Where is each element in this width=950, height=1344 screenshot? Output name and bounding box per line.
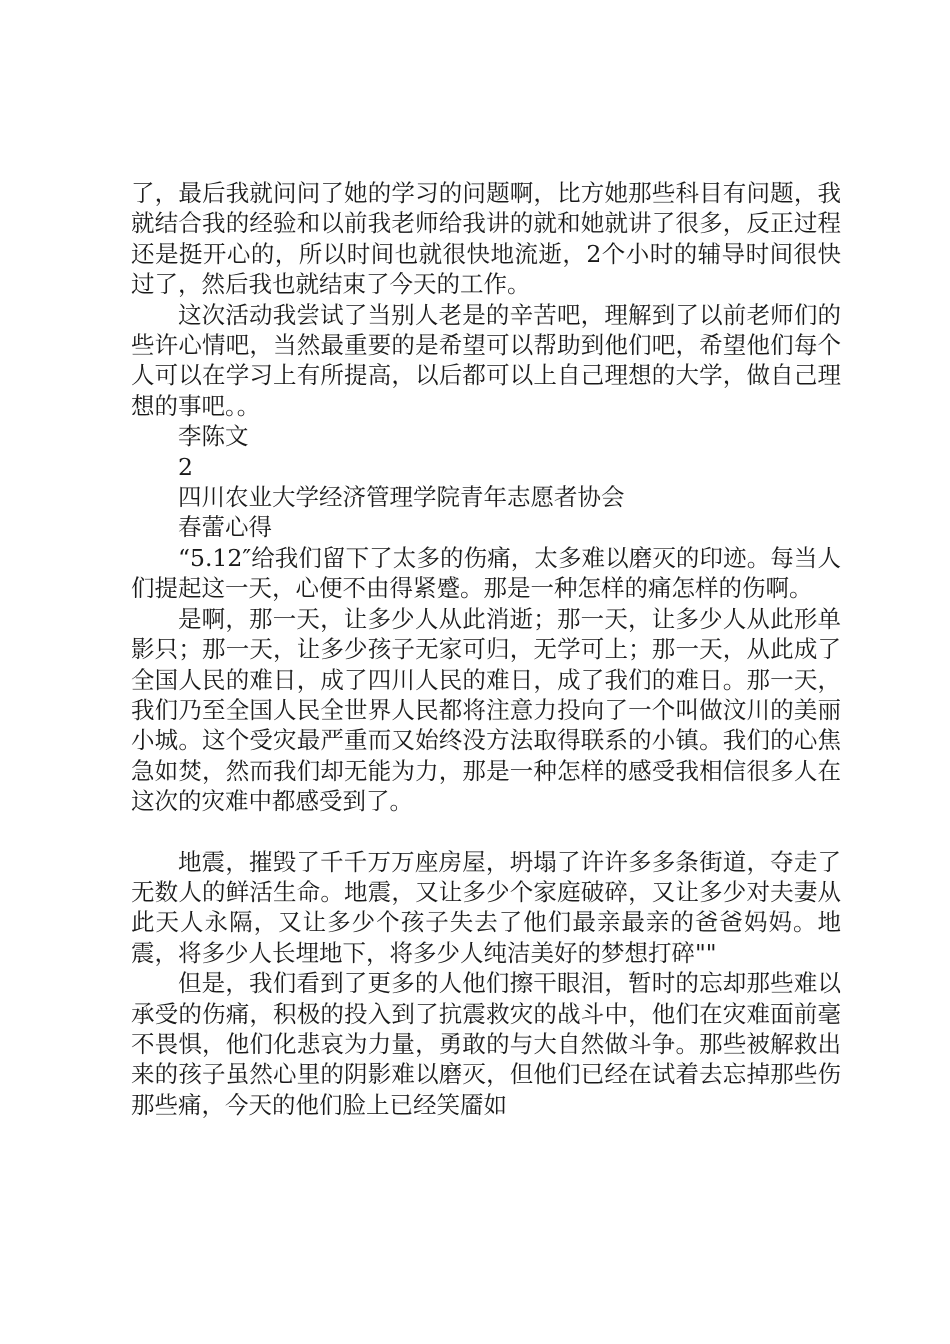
paragraph-2: 这次活动我尝试了当别人老是的辛苦吧，理解到了以前老师们的些许心情吧，当然最重要的是希望可以帮助到他们吧，希望他们每个人可以在学习上有所提高，以后都可以上自己理想的大学，做自己理想的事吧。。	[131, 300, 841, 420]
section-title: 春蕾心得	[178, 513, 272, 542]
paragraph-3: “5.12″给我们留下了太多的伤痛，太多难以磨灭的印迹。每当人们提起这一天，心便不由得紧蹙。那是一种怎样的痛怎样的伤啊。	[131, 543, 841, 603]
signature: 李陈文	[178, 422, 249, 451]
paragraph-1: 了，最后我就问问了她的学习的问题啊，比方她那些科目有问题，我就结合我的经验和以前我老师给我讲的就和她就讲了很多，反正过程还是挺开心的，所以时间也就很快地流逝，2个小时的辅导时间很快过了，然后我也就结束了今天的工作。	[131, 179, 841, 299]
document-page	[131, 178, 841, 1120]
paragraph-5: 地震，摧毁了千千万万座房屋，坍塌了许许多多条街道，夺走了无数人的鲜活生命。地震，又让多少个家庭破碎，又让多少对夫妻从此天人永隔，又让多少个孩子失去了他们最亲最亲的爸爸妈妈。地震，将多少人长埋地下，将多少人纯洁美好的梦想打碎""	[131, 847, 841, 967]
page-number: 2	[178, 452, 193, 481]
paragraph-6: 但是，我们看到了更多的人他们擦干眼泪，暂时的忘却那些难以承受的伤痛，积极的投入到了抗震救灾的战斗中，他们在灾难面前毫不畏惧，他们化悲哀为力量，勇敢的与大自然做斗争。那些被解救出来的孩子虽然心里的阴影难以磨灭，但他们已经在试着去忘掉那些伤那些痛，今天的他们脸上已经笑靥如	[131, 969, 841, 1119]
blank-line	[131, 817, 841, 847]
organization-name: 四川农业大学经济管理学院青年志愿者协会	[178, 483, 625, 512]
paragraph-4: 是啊，那一天，让多少人从此消逝；那一天，让多少人从此形单影只；那一天，让多少孩子无家可归，无学可上；那一天，从此成了全国人民的难日，成了四川人民的难日，成了我们的难日。那一天，我们乃至全国人民全世界人民都将注意力投向了一个叫做汶川的美丽小城。这个受灾最严重而又始终没方法取得联系的小镇。我们的心焦急如焚，然而我们却无能为力，那是一种怎样的感受我相信很多人在这次的灾难中都感受到了。	[131, 604, 841, 816]
